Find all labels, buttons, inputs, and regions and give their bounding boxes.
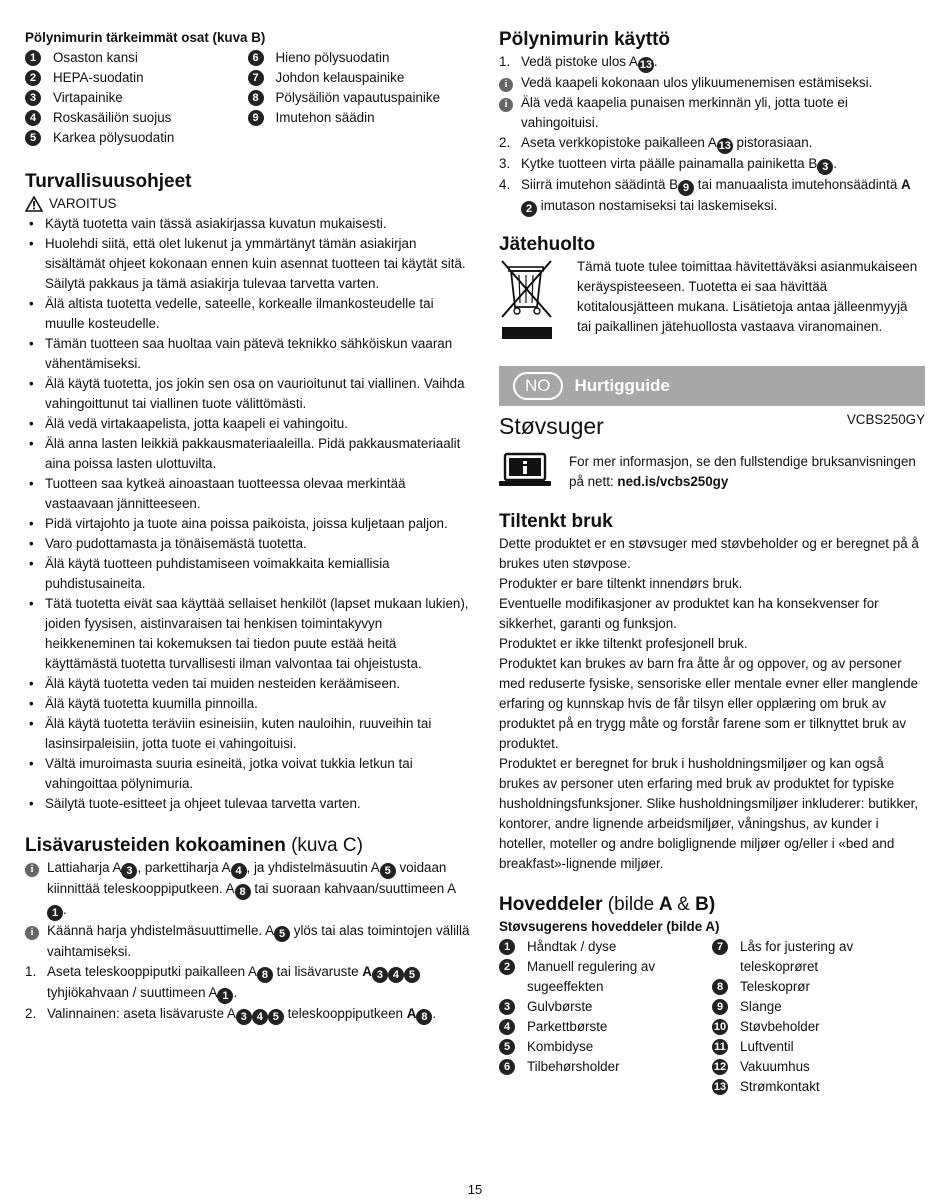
part-label: Håndtak / dyse — [527, 939, 617, 954]
use-info-2: i Älä vedä kaapelia punaisen merkinnän yli, jotta tuote ei vahingoituisi. — [499, 93, 925, 133]
intended-use-paragraph: Produkter er bare tiltenkt innendørs bruk. — [499, 576, 743, 591]
waste-block — [499, 257, 925, 349]
use-title: Pölynimurin käyttö — [499, 29, 671, 50]
part-number-badge: 7 — [712, 939, 728, 955]
part-number-badge: 10 — [713, 1021, 727, 1033]
part-item — [248, 108, 471, 128]
language-banner — [499, 366, 925, 406]
safety-item: • Tämän tuotteen saa huoltaa vain pätevä teknikko sähköiskun vaaran vähentämiseksi. — [25, 334, 470, 374]
safety-item: • Älä anna lasten leikkiä pakkausmateriaaleilla. Pidä pakkausmateriaalit aina poissa lasten ulottuvilta. — [25, 434, 470, 474]
info-block — [499, 452, 925, 494]
main-parts-column-1 — [499, 937, 712, 1097]
safety-item: • Älä altista tuotetta vedelle, sateelle, korkealle ilmankosteudelle tai muulle kosteudelle. — [25, 294, 470, 334]
part-number-badge: 4 — [499, 1019, 515, 1035]
safety-item: • Älä käytä tuotetta teräviin esineisiin, kuten nauloihin, ruuveihin tai lasinsirpaleisiin, jotta tuote ei vahingoituisi. — [25, 714, 470, 754]
safety-item: • Älä käytä tuotetta, jos jokin sen osa on vaurioitunut tai viallinen. Vaihda vahingoittunut tai viallinen tuote välittömästi. — [25, 374, 470, 414]
part-item — [499, 1017, 712, 1037]
part-item — [248, 48, 471, 68]
part-item — [712, 997, 925, 1017]
part-number-badge: 9 — [248, 110, 264, 126]
part-item — [499, 937, 712, 957]
part-number-badge: 6 — [499, 1059, 515, 1075]
part-label: Karkea pölysuodatin — [53, 130, 175, 145]
waste-text: Tämä tuote tulee toimittaa hävitettäväksi asianmukaiseen keräyspisteeseen. Tuotetta ei saa hävittää kotitalousjätteen mukana. Lisätietoja antaa jälleenmyyjä tai paikallinen jätehuollosta vastaava viranomainen. — [577, 259, 918, 334]
main-parts-list — [499, 937, 925, 1097]
safety-list — [25, 214, 470, 814]
part-label: Kombidyse — [527, 1039, 594, 1054]
left-column — [25, 28, 470, 1025]
info-text: For mer informasjon, se den fullstendige bruksanvisningen på nett: — [569, 454, 916, 489]
main-parts-column-2 — [712, 937, 925, 1097]
part-label: HEPA-suodatin — [53, 70, 144, 85]
safety-item: • Vältä imuroimasta suuria esineitä, jotka voivat tukkia letkun tai vahingoittaa pölynimuria. — [25, 754, 470, 794]
part-label: Imutehon säädin — [275, 110, 375, 125]
parts-list — [25, 48, 470, 148]
safety-item: • Älä vedä virtakaapelista, jotta kaapeli ei vahingoitu. — [25, 414, 470, 434]
part-item — [712, 1017, 925, 1037]
page-number: 15 — [467, 1182, 483, 1197]
intended-use-title: Tiltenkt bruk — [499, 511, 613, 532]
use-step-4: 4. Siirrä imutehon säädintä B 9 tai manuaalista imutehonsäädintä A2 imutason nostamiseksi tai laskemiseksi. — [499, 177, 911, 215]
safety-item: • Pidä virtajohto ja tuote aina poissa paikoista, joissa kuljetaan paljon. — [25, 514, 470, 534]
part-item — [712, 1037, 925, 1057]
part-item — [25, 48, 248, 68]
use-info-1: i Vedä kaapeli kokonaan ulos ylikuumenemisen estämiseksi. — [499, 73, 925, 93]
waste-title: Jätehuolto — [499, 234, 596, 255]
info-icon: i — [25, 926, 39, 940]
part-label: Vakuumhus — [740, 1059, 810, 1074]
model-number: VCBS250GY — [846, 412, 925, 427]
part-number-badge: 1 — [499, 939, 515, 955]
info-url-link[interactable]: ned.is/vcbs250gy — [617, 474, 729, 489]
part-label: Roskasäiliön suojus — [53, 110, 172, 125]
safety-item: • Varo pudottamasta ja tönäisemästä tuotetta. — [25, 534, 470, 554]
part-item — [499, 997, 712, 1017]
banner-title: Hurtigguide — [574, 376, 670, 395]
part-number-badge: 12 — [713, 1061, 727, 1073]
info-icon: i — [499, 98, 513, 112]
part-label: Hieno pölysuodatin — [275, 50, 390, 65]
part-label: Parkettbørste — [527, 1019, 608, 1034]
parts-column-1 — [25, 48, 248, 148]
safety-item: • Älä käytä tuotteen puhdistamiseen voimakkaita kemiallisia puhdistusaineita. — [25, 554, 470, 594]
part-item — [712, 1077, 925, 1097]
part-label: Pölysäiliön vapautuspainike — [275, 90, 441, 105]
part-number-badge: 1 — [25, 50, 41, 66]
part-label: Strømkontakt — [740, 1079, 820, 1094]
part-item — [25, 88, 248, 108]
part-item — [499, 1057, 712, 1077]
warning-icon — [25, 196, 43, 212]
parts-title: Pölynimurin tärkeimmät osat (kuva B) — [25, 30, 266, 45]
use-step-1: 1. Vedä pistoke ulos A 13 . — [499, 54, 658, 71]
part-item — [25, 108, 248, 128]
part-label: Gulvbørste — [527, 999, 593, 1014]
part-label: Virtapainike — [53, 90, 123, 105]
part-label: Lås for justering av teleskoprøret — [740, 939, 854, 974]
part-number-badge: 3 — [25, 90, 41, 106]
safety-title: Turvallisuusohjeet — [25, 171, 192, 192]
part-number-badge: 2 — [25, 70, 41, 86]
warning-row — [25, 194, 470, 214]
part-number-badge: 13 — [713, 1081, 727, 1093]
part-number-badge: 5 — [499, 1039, 515, 1055]
part-item — [499, 957, 712, 997]
safety-item: • Älä käytä tuotetta veden tai muiden nesteiden keräämiseen. — [25, 674, 470, 694]
part-label: Slange — [740, 999, 782, 1014]
intended-use-paragraph: Dette produktet er en støvsuger med støvbeholder og er beregnet på å brukes uten støvpose. — [499, 536, 919, 571]
accessories-step-2: 2. Valinnainen: aseta lisävaruste A 3 4 5 teleskooppiputkeen A 8 . — [25, 1006, 437, 1023]
product-title: Støvsuger — [499, 413, 604, 439]
accessories-step-1: 1. Aseta teleskooppiputki paikalleen A 8 tai lisävaruste A 3 4 5 tyhjiökahvaan / suuttimeen A 1 . — [25, 962, 470, 1004]
language-code: NO — [513, 372, 563, 400]
part-item — [25, 128, 248, 148]
part-label: Teleskoprør — [740, 979, 810, 994]
info-icon: i — [499, 78, 513, 92]
part-number-badge: 8 — [712, 979, 728, 995]
main-parts-subtitle: Støvsugerens hoveddeler (bilde A) — [499, 919, 720, 934]
part-number-badge: 8 — [248, 90, 264, 106]
intended-use-paragraph: Eventuelle modifikasjoner av produktet kan ha konsekvenser for sikkerhet, garanti og funksjon. — [499, 596, 879, 631]
part-label: Luftventil — [740, 1039, 794, 1054]
part-item — [248, 88, 471, 108]
part-item — [712, 1057, 925, 1077]
part-number-badge: 11 — [712, 1039, 728, 1055]
part-item — [499, 1037, 712, 1057]
safety-item: • Tätä tuotetta eivät saa käyttää sellaiset henkilöt (lapset mukaan lukien), joiden fyysisen, aistinvaraisen tai henkisen toimintakyvyn heikkeneminen tai kokemuksen tai tiedon puute estää heitä käyttämästä tuotetta turvallisesti ilman valvontaa tai ohjeistusta. — [25, 594, 470, 674]
accessories-info-2: i Käännä harja yhdistelmäsuuttimelle. A 5 ylös tai alas toimintojen välillä vaihtamiseksi. — [25, 921, 470, 962]
part-label: Osaston kansi — [53, 50, 138, 65]
safety-item: • Tuotteen saa kytkeä ainoastaan tuotteessa olevaa merkintää vastaavaan jännitteeseen. — [25, 474, 470, 514]
accessories-title: Lisävarusteiden kokoaminen (kuva C) — [25, 835, 363, 856]
safety-item: • Älä käytä tuotetta kuumilla pinnoilla. — [25, 694, 470, 714]
part-number-badge: 6 — [248, 50, 264, 66]
part-item — [712, 937, 925, 977]
safety-item: • Käytä tuotetta vain tässä asiakirjassa kuvatun mukaisesti. — [25, 214, 470, 234]
intended-use-paragraph: Produktet er beregnet for bruk i husholdningsmiljøer og kan også brukes av personer uten erfaring med bruk av produktet for typiske husholdningsfunksjoner. Slike husholdningsmiljøer inkluderer: butikker, kontorer, andre lignende arbeidsmiljøer, våningshus, av kunder i hoteller, moteller og andre boliglignende miljøer og/eller i «bed and breakfast»-lignende miljøer. — [499, 756, 919, 871]
safety-item: • Huolehdi siitä, että olet lukenut ja ymmärtänyt tämän asiakirjan sisältämät ohjeet kokonaan ennen kuin asennat tuotteen tai käytät sitä. Säilytä pakkaus ja tämä asiakirja tulevaa tarvetta varten. — [25, 234, 470, 294]
part-number-badge: 3 — [499, 999, 515, 1015]
laptop-info-icon — [499, 452, 551, 488]
part-item — [25, 68, 248, 88]
info-icon: i — [25, 863, 39, 877]
intended-use-paragraph: Produktet er ikke tiltenkt profesjonell bruk. — [499, 636, 748, 651]
part-number-badge: 7 — [248, 70, 264, 86]
parts-column-2 — [248, 48, 471, 148]
part-item — [712, 977, 925, 997]
safety-item: • Säilytä tuote-esitteet ja ohjeet tulevaa tarvetta varten. — [25, 794, 470, 814]
part-number-badge: 4 — [25, 110, 41, 126]
intended-use-paragraph: Produktet kan brukes av barn fra åtte år og oppover, og av personer med reduserte fysiske, sensoriske eller mentale evner eller manglende erfaring og kunnskap hvis de får tilsyn eller opplæring om bruk av produktet på en trygg måte og forstår farene som er tilknyttet bruk av produktet. — [499, 656, 919, 751]
part-label: Støvbeholder — [740, 1019, 820, 1034]
part-number-badge: 5 — [25, 130, 41, 146]
warning-label: VAROITUS — [49, 196, 117, 211]
product-header — [499, 410, 925, 442]
intended-use-text — [499, 534, 925, 874]
crossed-bin-icon — [499, 257, 555, 343]
part-item — [248, 68, 471, 88]
part-number-badge: 2 — [499, 959, 515, 975]
part-number-badge: 9 — [712, 999, 728, 1015]
use-step-3: 3. Kytke tuotteen virta päälle painamalla painiketta B 3 . — [499, 156, 837, 173]
part-label: Johdon kelauspainike — [275, 70, 405, 85]
weee-symbol — [499, 257, 577, 349]
part-label: Tilbehørsholder — [527, 1059, 620, 1074]
accessories-info-1: i Lattiaharja A 3 , parkettiharja A 4 , ja yhdistelmäsuutin A 5 voidaan kiinnittää teleskooppiputkeen. A 8 tai suoraan kahvaan/suuttimeen A1 . — [25, 858, 470, 921]
right-column — [499, 28, 925, 1097]
use-step-2: 2. Aseta verkkopistoke paikalleen A 13 pistorasiaan. — [499, 135, 813, 152]
main-parts-title: Hoveddeler (bilde A & B) — [499, 894, 716, 915]
part-label: Manuell regulering av sugeeffekten — [527, 959, 656, 994]
